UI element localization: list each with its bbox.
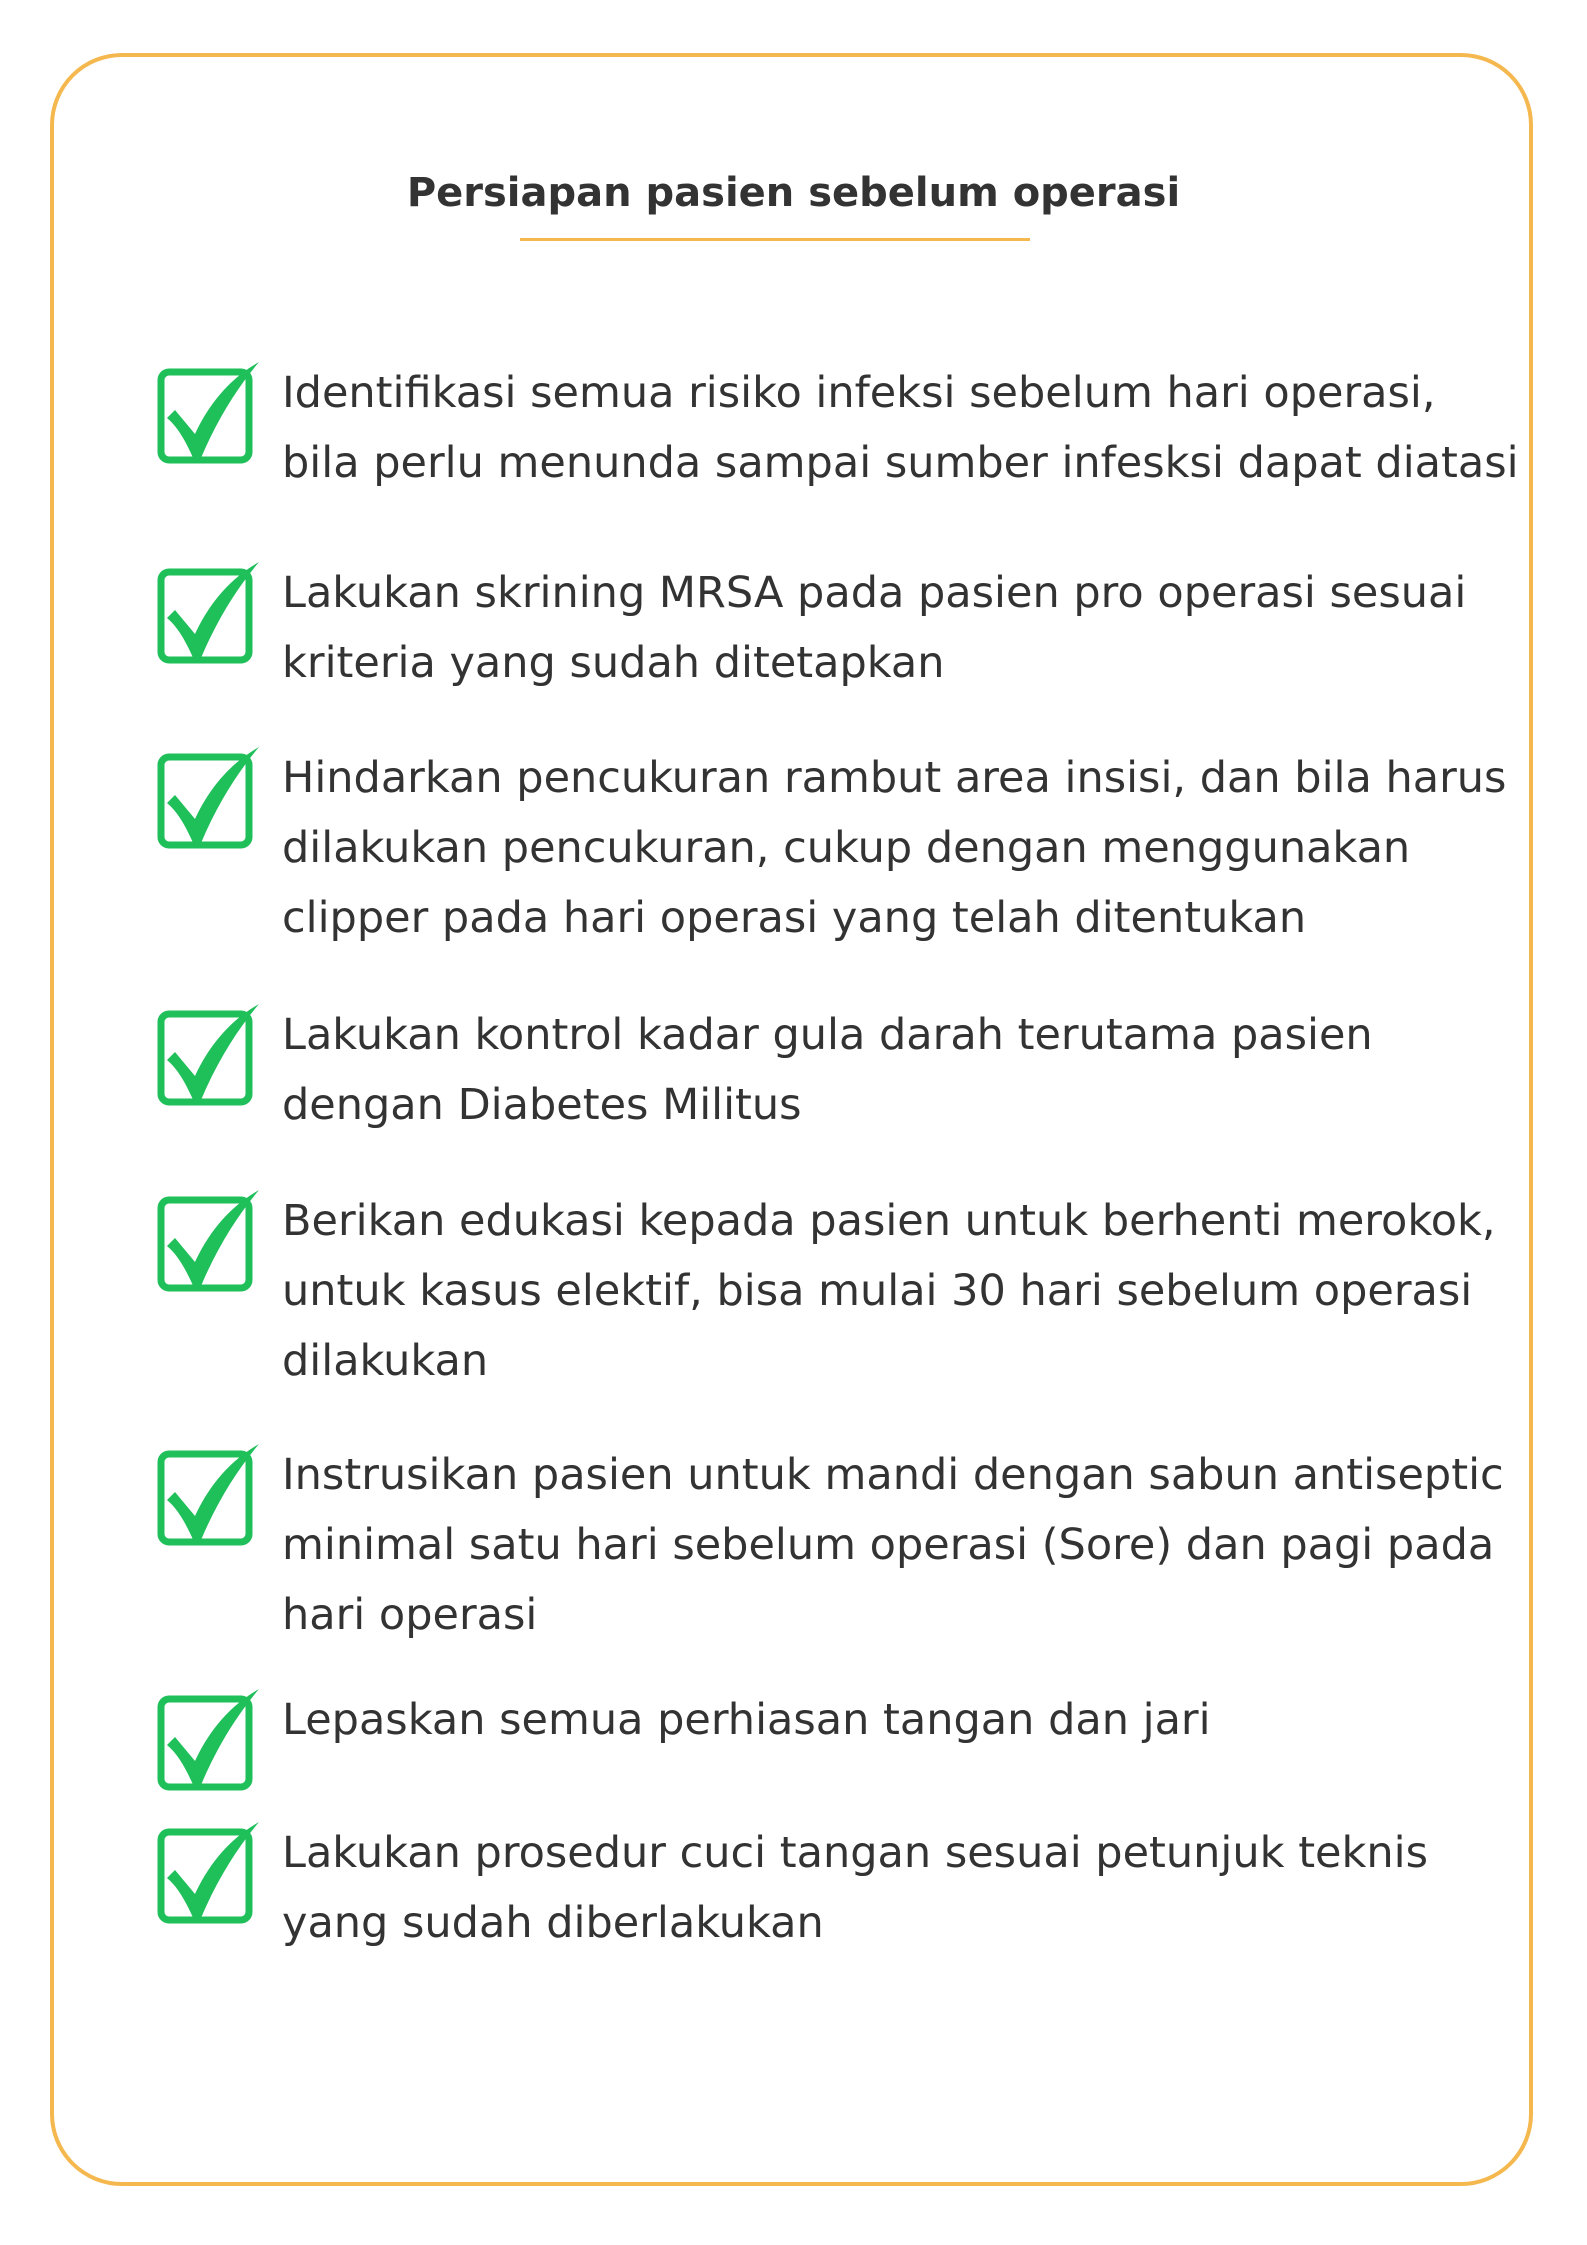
page-title: Persiapan pasien sebelum operasi (406, 170, 1181, 216)
check-icon (155, 1186, 265, 1296)
check-icon (155, 1818, 265, 1928)
list-item-text: Instrusikan pasien untuk mandi dengan sabun antiseptic minimal satu hari sebelum operasi (Sore) dan pagi pada hari operasi (282, 1450, 1504, 1640)
check-icon (155, 1000, 265, 1110)
title-underline (520, 238, 1030, 241)
list-item-text: Berikan edukasi kepada pasien untuk berhenti merokok, untuk kasus elektif, bisa mulai 30 hari sebelum operasi dilakukan (282, 1196, 1496, 1386)
check-icon (155, 358, 265, 468)
list-item-text: Identifikasi semua risiko infeksi sebelum hari operasi, bila perlu menunda sampai sumber infesksi dapat diatasi (282, 368, 1519, 488)
list-item-text: Lakukan prosedur cuci tangan sesuai petunjuk teknis yang sudah diberlakukan (282, 1828, 1429, 1948)
check-icon (155, 558, 265, 668)
list-item-text: Lakukan kontrol kadar gula darah terutama pasien dengan Diabetes Militus (282, 1010, 1373, 1130)
list-item-text: Lepaskan semua perhiasan tangan dan jari (282, 1695, 1211, 1745)
list-item-text: Hindarkan pencukuran rambut area insisi, dan bila harus dilakukan pencukuran, cukup dengan menggunakan clipper pada hari operasi yang telah ditentukan (282, 753, 1507, 943)
list-item-text: Lakukan skrining MRSA pada pasien pro operasi sesuai kriteria yang sudah ditetapkan (282, 568, 1467, 688)
check-icon (155, 1685, 265, 1795)
check-icon (155, 743, 265, 853)
check-icon (155, 1440, 265, 1550)
